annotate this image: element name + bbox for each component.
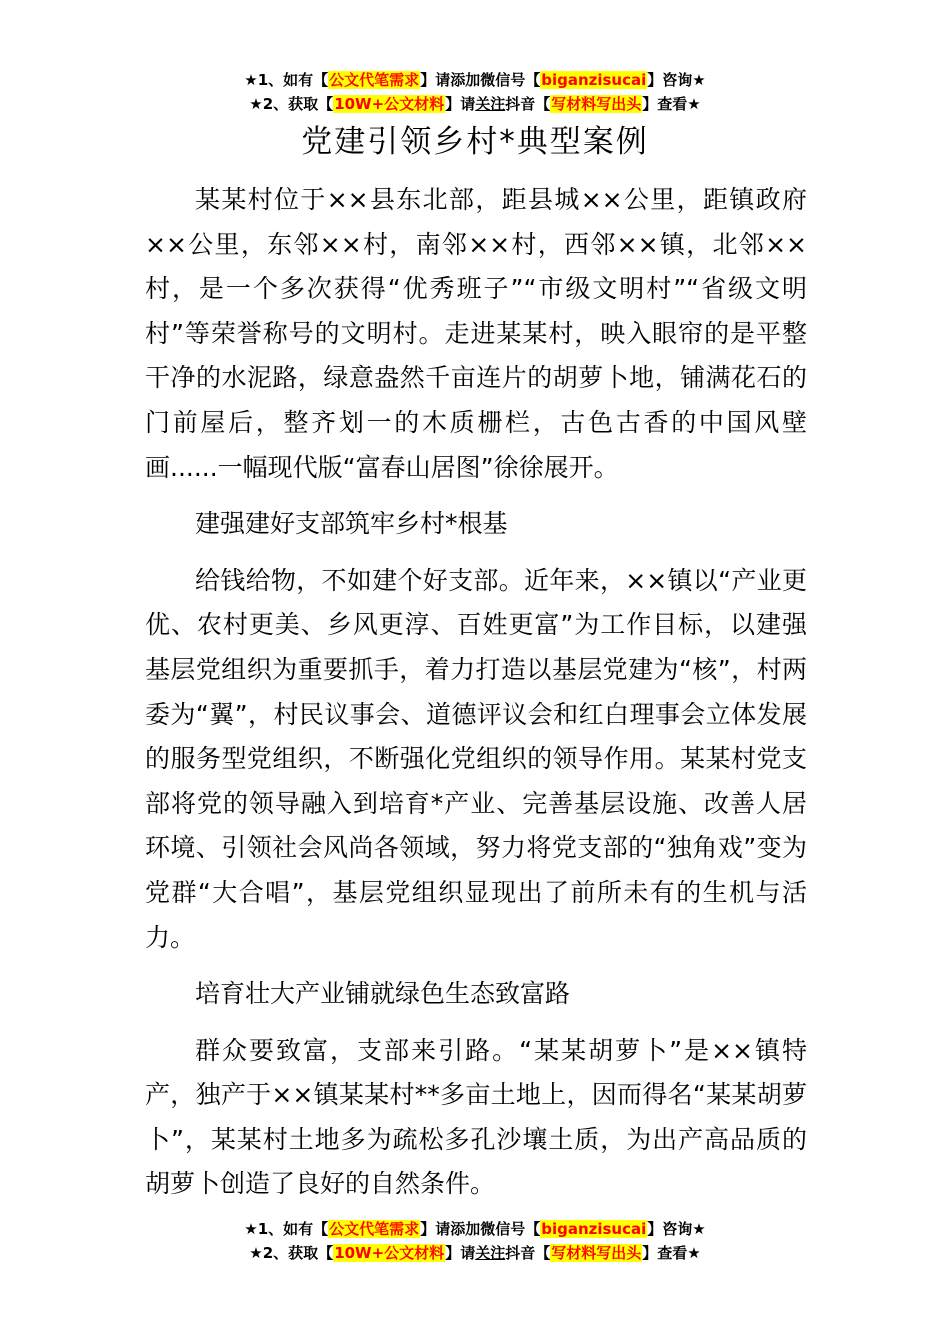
section-heading-2: 培育壮大产业铺就绿色生态致富路 [195, 979, 571, 1009]
document-title: 党建引领乡村*典型案例 [301, 124, 649, 160]
highlight-service: 公文代笔需求 [329, 71, 420, 89]
highlight-wechat-id: biganzisucai [541, 71, 647, 89]
paragraph-industry: 群众要致富，支部来引路。“某某胡萝卜”是××镇特产，独产于××镇某某村**多亩土地上，因而得名“某某胡萝卜”，某某村土地多为疏松多孔沙壤土质，为出产高品质的胡萝卜创造了良好的自然条件。 [145, 1035, 807, 1199]
banner-line-1: ★1、如有【公文代笔需求】请添加微信号【biganzisucai】咨询★ [244, 71, 706, 89]
follow-text: 关注 [475, 1244, 506, 1262]
highlight-wechat-id: biganzisucai [541, 1220, 647, 1238]
highlight-douyin: 写材料写出头 [551, 1244, 642, 1262]
banner-line-2: ★2、获取【10W+公文材料】请关注抖音【写材料写出头】查看★ [249, 1244, 701, 1262]
section-heading-1: 建强建好支部筑牢乡村*根基 [195, 509, 508, 539]
highlight-materials: 10W+公文材料 [334, 1244, 445, 1262]
paragraph-branch: 给钱给物，不如建个好支部。近年来，××镇以“产业更优、农村更美、乡风更淳、百姓更富”为工作目标，以建强基层党组织为重要抓手，着力打造以基层党建为“核”，村两委为“翼”，村民议事会、道德评议会和红白理事会立体发展的服务型党组织，不断强化党组织的领导作用。某某村党支部将党的领导融入到培育*产业、完善基层设施、改善人居环境、引领社会风尚各领域，努力将党支部的“独角戏”变为党群“大合唱”，基层党组织显现出了前所未有的生机与活力。 [145, 565, 807, 952]
header-banner [0, 68, 950, 116]
footer-banner [0, 1217, 950, 1265]
banner-line-1: ★1、如有【公文代笔需求】请添加微信号【biganzisucai】咨询★ [244, 1220, 706, 1238]
follow-text: 关注 [475, 95, 506, 113]
highlight-materials: 10W+公文材料 [334, 95, 445, 113]
paragraph-intro: 某某村位于××县东北部，距县城××公里，距镇政府××公里，东邻××村，南邻××村，西邻××镇，北邻××村，是一个多次获得“优秀班子”“市级文明村”“省级文明村”等荣誉称号的文明村。走进某某村，映入眼帘的是平整干净的水泥路，绿意盎然千亩连片的胡萝卜地，铺满花石的门前屋后，整齐划一的木质栅栏，古色古香的中国风壁画......一幅现代版“富春山居图”徐徐展开。 [145, 185, 807, 482]
document-body [145, 178, 807, 1207]
highlight-douyin: 写材料写出头 [551, 95, 642, 113]
banner-line-2: ★2、获取【10W+公文材料】请关注抖音【写材料写出头】查看★ [249, 95, 701, 113]
highlight-service: 公文代笔需求 [329, 1220, 420, 1238]
